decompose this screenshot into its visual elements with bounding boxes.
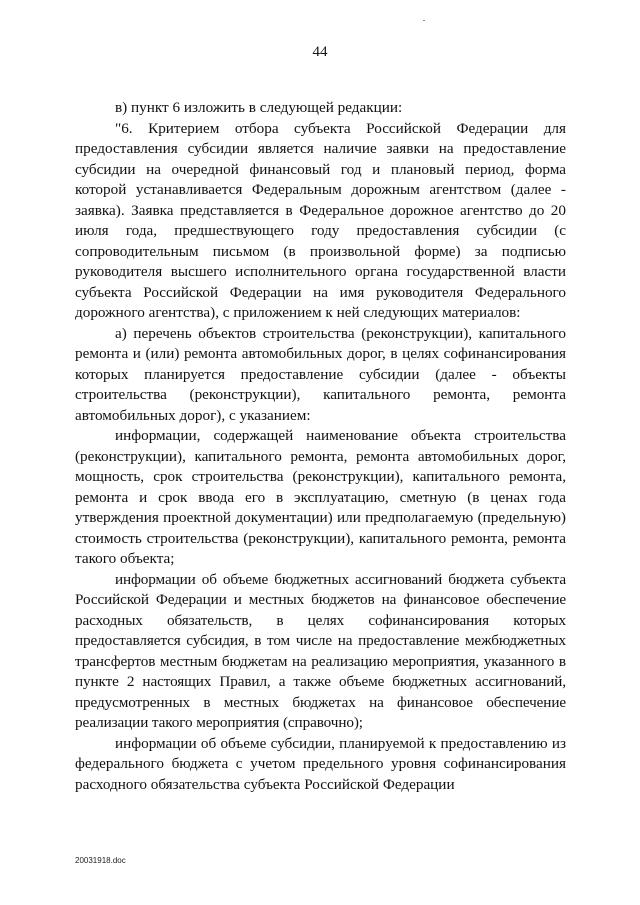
paragraph-object-info: информации, содержащей наименование объекта строительства (реконструкции), капитального ремонта, ремонта автомобильных дорог, мощность, срок строительства (реконструкции), капитального ремонта, ремонта и срок ввода его в эксплуатацию, сметную (в ценах года утверждения проектной документации) или предполагаемую (предельную) стоимость строительства (реконструкции), капитального ремонта, ремонта такого объекта; [75, 427, 566, 567]
footer-filename: 20031918.doc [75, 856, 126, 865]
page-number: 44 [312, 44, 328, 60]
paragraph-subsidy-info: информации об объеме субсидии, планируемой к предоставлению из федерального бюджета с учетом предельного уровня софинансирования расходного обязательства субъекта Российской Федерации [75, 734, 566, 793]
paragraph-item-6: "6. Критерием отбора субъекта Российской Федерации для предоставления субсидии является наличие заявки на предоставление субсидии на очередной финансовый год и плановый период, форма которой устанавливается Федеральным дорожным агентством (далее - заявка). Заявка представляется в Федеральное дорожное агентство до 20 июля года, предшествующего году предоставления субсидии (с сопроводительным письмом (в произвольной форме) за подписью руководителя высшего исполнительного органа государственной власти субъекта Российской Федерации на имя руководителя Федерального дорожного агентства), с приложением к ней следующих материалов: [75, 119, 566, 321]
paragraph-budget-info: информации об объеме бюджетных ассигнований бюджета субъекта Российской Федерации и местных бюджетов на финансовое обеспечение расходных обязательств, в целях софинансирования которых предоставляется субсидия, в том числе на предоставление межбюджетных трансфертов местным бюджетам на реализацию мероприятия, указанного в пункте 2 настоящих Правил, а также объеме бюджетных ассигнований, предусмотренных в местных бюджетах на финансовое обеспечение реализации такого мероприятия (справочно); [75, 570, 566, 731]
document-body [75, 98, 566, 795]
paragraph-amendment-intro: в) пункт 6 изложить в следующей редакции: [115, 99, 403, 116]
paragraph-subitem-a: а) перечень объектов строительства (реконструкции), капитального ремонта и (или) ремонта автомобильных дорог, в целях софинансирования которых планируется предоставление субсидии (далее - объекты строительства (реконструкции), капитального ремонта, ремонта автомобильных дорог), с указанием: [75, 324, 566, 424]
scan-speck [423, 20, 425, 21]
